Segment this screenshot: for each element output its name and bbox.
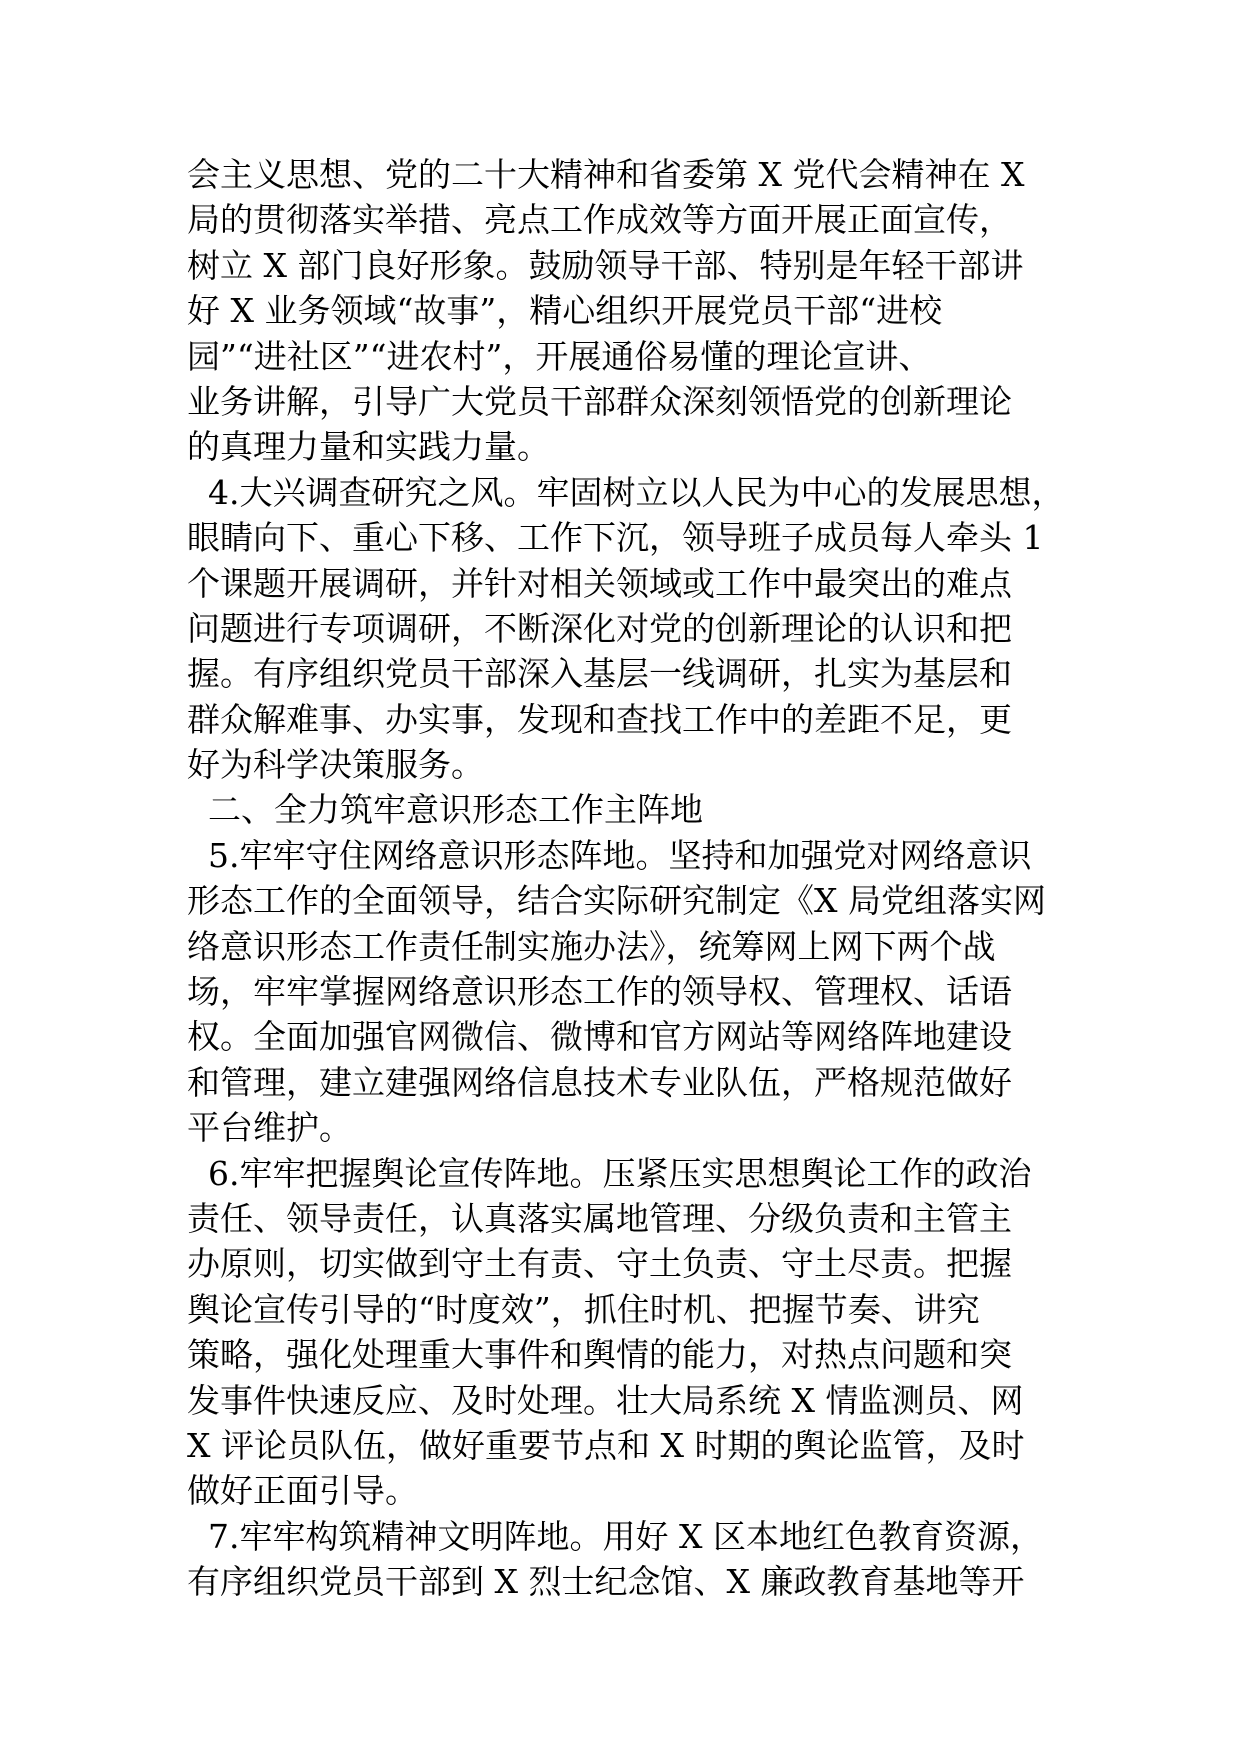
text-line: 树立 X 部门良好形象。鼓励领导干部、特别是年轻干部讲 [187, 245, 1024, 285]
section-heading: 二、全力筑牢意识形态工作主阵地 [208, 790, 703, 830]
text-line: 个课题开展调研，并针对相关领域或工作中最突出的难点 [187, 563, 1012, 603]
text-line: 形态工作的全面领导，结合实际研究制定《X 局党组落实网 [187, 881, 1046, 921]
text-line: 和管理，建立建强网络信息技术专业队伍，严格规范做好 [187, 1062, 1012, 1102]
text-line: 好为科学决策服务。 [187, 745, 484, 785]
text-line: 局的贯彻落实举措、亮点工作成效等方面开展正面宣传， [187, 200, 1012, 240]
document-page [187, 152, 1065, 1605]
text-line: 好 X 业务领域“故事”，精心组织开展党员干部“进校 [187, 291, 943, 331]
text-line: 眼睛向下、重心下移、工作下沉，领导班子成员每人牵头 1 [187, 518, 1044, 558]
text-line: 发事件快速反应、及时处理。壮大局系统 X 情监测员、网 [187, 1380, 1024, 1420]
text-line: 园”“进社区”“进农村”，开展通俗易懂的理论宣讲、 [187, 336, 932, 376]
text-line: 平台维护。 [187, 1108, 352, 1148]
text-line: 7.牢牢构筑精神文明阵地。用好 X 区本地红色教育资源， [208, 1516, 1043, 1556]
text-line: 策略，强化处理重大事件和舆情的能力，对热点问题和突 [187, 1335, 1012, 1375]
text-line: 舆论宣传引导的“时度效”，抓住时机、把握节奏、讲究 [187, 1289, 980, 1329]
text-line: 5.牢牢守住网络意识形态阵地。坚持和加强党对网络意识 [208, 835, 1032, 875]
text-line: 责任、领导责任，认真落实属地管理、分级负责和主管主 [187, 1198, 1012, 1238]
text-line: 群众解难事、办实事，发现和查找工作中的差距不足，更 [187, 699, 1012, 739]
text-line: 办原则，切实做到守土有责、守土负责、守土尽责。把握 [187, 1244, 1012, 1284]
text-line: 场，牢牢掌握网络意识形态工作的领导权、管理权、话语 [187, 972, 1012, 1012]
text-line: X 评论员队伍，做好重要节点和 X 时期的舆论监管，及时 [187, 1425, 1025, 1465]
text-line: 4.大兴调查研究之风。牢固树立以人民为中心的发展思想， [208, 472, 1065, 512]
text-line: 权。全面加强官网微信、微博和官方网站等网络阵地建设 [187, 1017, 1012, 1057]
text-line: 有序组织党员干部到 X 烈士纪念馆、X 廉政教育基地等开 [187, 1562, 1025, 1602]
text-line: 问题进行专项调研，不断深化对党的创新理论的认识和把 [187, 608, 1012, 648]
text-line: 做好正面引导。 [187, 1471, 418, 1511]
text-line: 业务讲解，引导广大党员干部群众深刻领悟党的创新理论 [187, 381, 1012, 421]
text-line: 握。有序组织党员干部深入基层一线调研，扎实为基层和 [187, 654, 1012, 694]
text-line: 络意识形态工作责任制实施办法》，统筹网上网下两个战 [187, 926, 996, 966]
text-line: 6.牢牢把握舆论宣传阵地。压紧压实思想舆论工作的政治 [208, 1153, 1032, 1193]
text-line: 会主义思想、党的二十大精神和省委第 X 党代会精神在 X [187, 155, 1025, 194]
text-line: 的真理力量和实践力量。 [187, 427, 550, 467]
